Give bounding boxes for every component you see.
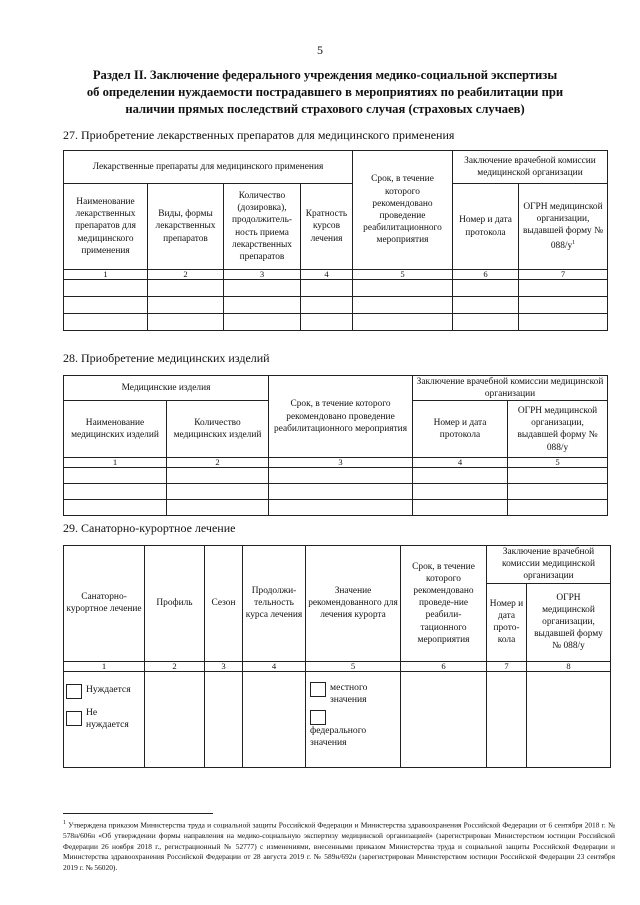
- medical-devices-table: [63, 375, 608, 516]
- col-ogrn-header: ОГРН медицинской организации, выдавшей форму № 088/у: [527, 583, 611, 661]
- option-local[interactable]: [310, 682, 398, 706]
- col-number: 3: [224, 270, 301, 280]
- option-not-needs[interactable]: [66, 707, 142, 731]
- section-title: [70, 67, 580, 118]
- not-needs-label: Не нуждается: [86, 706, 129, 730]
- sanatorium-table: [63, 545, 611, 768]
- local-checkbox[interactable]: [310, 682, 326, 697]
- col-term-header: Срок, в течение которого рекомендовано проведе-ние реабили-тационного мероприятия: [401, 546, 487, 662]
- col-ogrn-header: ОГРН медицинской организации, выдавшей форму № 088/у: [508, 401, 608, 458]
- section-27-heading: 27. Приобретение лекарственных препаратов для медицинского применения: [63, 128, 455, 142]
- title-line-2: об определении нуждаемости пострадавшего в мероприятиях по реабилитации при: [86, 85, 564, 99]
- col-number: 4: [413, 458, 508, 468]
- col-number: 5: [306, 661, 401, 671]
- col-number: 4: [301, 270, 353, 280]
- footnote-text: Утверждена приказом Министерства труда и социальной защиты Российской Федерации и Министерства здравоохранения Российской Федерации от 6 сентября 2018 г. № 578н/606н «Об утверждении формы направления на медико-социальную экспертизу медицинской организацией» (зарегистрирован Министерством юстиции Российской Федерации 26 ноября 2018 г., регистрационный № 52777) с изменениями, внесенными приказом Министерства труда и социальной защиты Российской Федерации и Министерства здравоохранения Российской Федерации от 28 августа 2019 г. № 589н/692н (зарегистрирован Министерством юстиции Российской Федерации 23 сентября 2019 г. № 56020).: [63, 820, 615, 872]
- col-ogrn-header: ОГРН медицинской организации, выдавшей форму № $088/у^1$: [519, 184, 608, 270]
- col-number: 7: [519, 270, 608, 280]
- option-needs[interactable]: [66, 684, 142, 699]
- col-treatment-header: Санаторно-курортное лечение: [64, 546, 145, 662]
- commission-group-header: Заключение врачебной комиссии медицинской организации: [487, 546, 611, 584]
- not-needs-checkbox[interactable]: [66, 711, 82, 726]
- col-profile-header: Профиль: [145, 546, 205, 662]
- table-row: [64, 314, 608, 331]
- table-row: [64, 671, 611, 767]
- footnote: [63, 818, 615, 873]
- col-number: 2: [148, 270, 224, 280]
- federal-label: федерального значения: [310, 724, 367, 748]
- table-row: [64, 297, 608, 314]
- section-28-heading: 28. Приобретение медицинских изделий: [63, 351, 270, 365]
- col-number: 7: [487, 661, 527, 671]
- table-row: [64, 468, 608, 484]
- col-qty-header: Количество медицинских изделий: [167, 401, 269, 458]
- title-line-3: наличии прямых последствий страхового случая (страховых случаев): [125, 102, 525, 116]
- col-number: 5: [508, 458, 608, 468]
- col-number: 5: [353, 270, 453, 280]
- medicines-group-header: Лекарственные препараты для медицинского применения: [64, 151, 353, 184]
- col-number: 2: [167, 458, 269, 468]
- medicines-table: [63, 150, 608, 331]
- col-protocol-header: Номер и дата прото-кола: [487, 583, 527, 661]
- footnote-mark: 1: [572, 240, 576, 247]
- col-name-header: Наименование медицинских изделий: [64, 401, 167, 458]
- table-row: [64, 280, 608, 297]
- col-duration-header: Продолжи-тельность курса лечения: [243, 546, 306, 662]
- col-number: 6: [453, 270, 519, 280]
- col-number: 2: [145, 661, 205, 671]
- col-number: 8: [527, 661, 611, 671]
- federal-checkbox[interactable]: [310, 710, 326, 725]
- col-number: 6: [401, 661, 487, 671]
- col-protocol-header: Номер и дата протокола: [453, 184, 519, 270]
- col-term-header: Срок, в течение которого рекомендовано проведение реабилитационного мероприятия: [353, 151, 453, 270]
- table-row: [64, 484, 608, 500]
- col-number: 1: [64, 270, 148, 280]
- devices-group-header: Медицинские изделия: [64, 376, 269, 401]
- section-29-heading: 29. Санаторно-курортное лечение: [63, 521, 236, 535]
- col-protocol-header: Номер и дата протокола: [413, 401, 508, 458]
- footnote-marker: 1: [63, 820, 66, 826]
- footnote-divider: [63, 813, 213, 814]
- option-federal[interactable]: [310, 710, 398, 749]
- col-number: 1: [64, 661, 145, 671]
- col-season-header: Сезон: [205, 546, 243, 662]
- col-resort-header: Значение рекомендованного для лечения курорта: [306, 546, 401, 662]
- commission-group-header: Заключение врачебной комиссии медицинской организации: [453, 151, 608, 184]
- col-qty-header: Количество (дозировка), продолжитель-ность приема лекарственных препаратов: [224, 184, 301, 270]
- local-label: местного значения: [330, 681, 368, 705]
- col-name-header: Наименование лекарственных препаратов для медицинского применения: [64, 184, 148, 270]
- commission-group-header: Заключение врачебной комиссии медицинской организации: [413, 376, 608, 401]
- title-line-1: Раздел II. Заключение федерального учреждения медико-социальной экспертизы: [92, 68, 558, 82]
- col-courses-header: Кратность курсов лечения: [301, 184, 353, 270]
- col-number: 1: [64, 458, 167, 468]
- needs-options-cell: [64, 671, 145, 767]
- col-forms-header: Виды, формы лекарственных препаратов: [148, 184, 224, 270]
- col-number: 3: [205, 661, 243, 671]
- needs-checkbox[interactable]: [66, 684, 82, 699]
- page-number: 5: [317, 43, 323, 57]
- col-number: 4: [243, 661, 306, 671]
- table-row: [64, 500, 608, 516]
- resort-options-cell: [306, 671, 401, 767]
- col-term-header: Срок, в течение которого рекомендовано проведение реабилитационного мероприятия: [269, 376, 413, 458]
- needs-label: Нуждается: [86, 683, 131, 695]
- col-number: 3: [269, 458, 413, 468]
